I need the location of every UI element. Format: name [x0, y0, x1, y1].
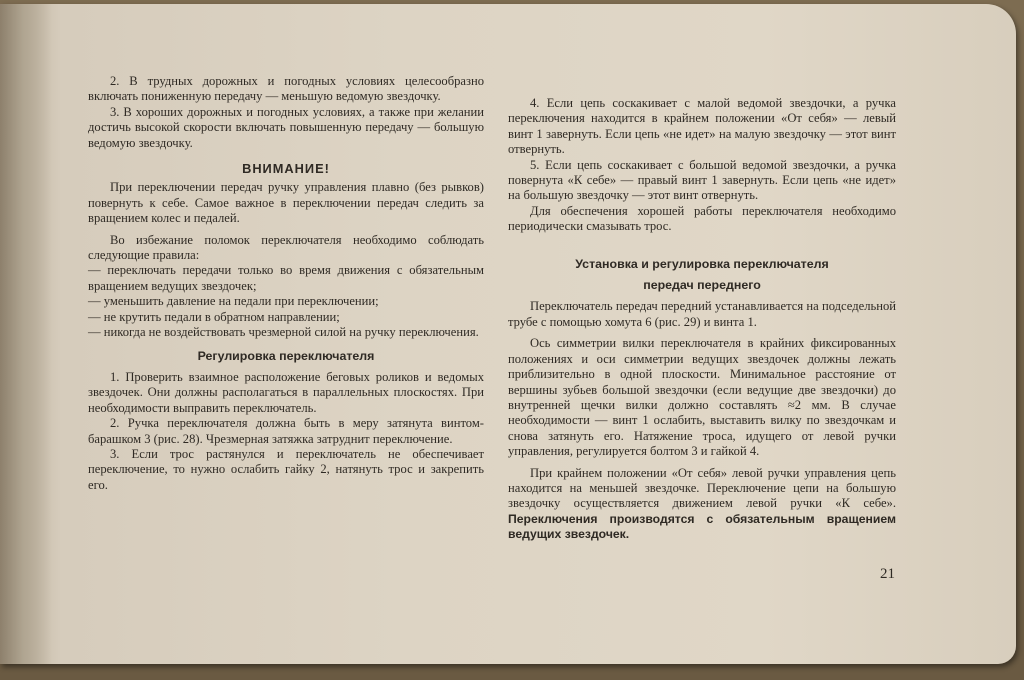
- paragraph: 5. Если цепь соскакивает с большой ведомой звездочки, а ручка повернута «К себе» — правый винт 1 завернуть. Если цепь «не идет» на большую звездочку — этот винт отвернуть.: [508, 157, 896, 203]
- paragraph: Во избежание поломок переключателя необходимо соблюдать следующие правила:: [88, 232, 484, 263]
- rule-item: — не крутить педали в обратном направлении;: [88, 309, 340, 324]
- paragraph: При переключении передач ручку управления плавно (без рывков) повернуть к себе. Самое важное в переключении передач следить за вращением колес и педалей.: [88, 180, 484, 226]
- page-number: 21: [880, 566, 895, 582]
- paragraph-text: При крайнем положении «От себя» левой ручки управления цепь находится на меньшей звездочке. Переключение цепи на большую звездочку осуществляется движением левой ручки «К себе».: [508, 465, 896, 511]
- page-binding-shadow: [0, 4, 52, 664]
- booklet-page: [0, 4, 1016, 664]
- left-column: [88, 74, 484, 493]
- rule-item: — уменьшить давление на педали при переключении;: [88, 294, 379, 309]
- paragraph: 4. Если цепь соскакивает с малой ведомой звездочки, а ручка переключения находится в крайнем положении «От себя» — левый винт 1 завернуть. Если цепь «не идет» на малую звездочку — этот винт отвернуть.: [508, 96, 896, 157]
- warning-heading: ВНИМАНИЕ!: [242, 161, 330, 177]
- paragraph: 1. Проверить взаимное расположение беговых роликов и ведомых звездочек. Они должны располагаться в параллельных плоскостях. При необходимости выправить переключатель.: [88, 369, 484, 415]
- section-subheading: передач переднего: [643, 278, 761, 293]
- paragraph: 3. В хороших дорожных и погодных условиях, а также при желании достичь высокой скорости включать повышенную передачу — большую ведомую звездочку.: [88, 104, 484, 150]
- paragraph: [508, 466, 896, 543]
- section-heading: Регулировка переключателя: [197, 348, 375, 363]
- rule-item: — никогда не воздействовать чрезмерной силой на ручку переключения.: [88, 325, 479, 340]
- paragraph: 2. Ручка переключателя должна быть в меру затянута винтом-барашком 3 (рис. 28). Чрезмерная затяжка затруднит переключение.: [88, 416, 484, 446]
- paragraph: Ось симметрии вилки переключателя в крайних фиксированных положениях и оси симметрии ведущих звездочек должны лежать приблизительно в одной плоскости. Минимальное расстояние от вершины зубьев большой звездочки (если ведущие две звездочки) до внутренней щечки вилки должно составлять ≈2 мм. В случае необходимости — винт 1 ослабить, выставить вилку по звездочкам и снова затянуть его. Натяжение троса, идущего от левой ручки управления, регулируется болтом 3 и гайкой 4.: [508, 336, 896, 459]
- paragraph: Переключатель передач передний устанавливается на подседельной трубе с помощью хомута 6 (рис. 29) и винта 1.: [508, 299, 896, 329]
- emphasized-text: Переключения производятся с обязательным вращением ведущих звездочек.: [508, 511, 896, 542]
- right-column: [508, 96, 896, 543]
- paragraph: 3. Если трос растянулся и переключатель не обеспечивает переключение, то нужно ослабить гайку 2, натянуть трос и закрепить его.: [88, 446, 484, 492]
- section-heading: Установка и регулировка переключателя: [575, 256, 829, 271]
- paragraph: 2. В трудных дорожных и погодных условиях целесообразно включать пониженную передачу — меньшую ведомую звездочку.: [88, 74, 484, 104]
- rule-item: — переключать передачи только во время движения с обязательным вращением ведущих звездочек;: [88, 263, 484, 293]
- paragraph: Для обеспечения хорошей работы переключателя необходимо периодически смазывать трос.: [508, 203, 896, 234]
